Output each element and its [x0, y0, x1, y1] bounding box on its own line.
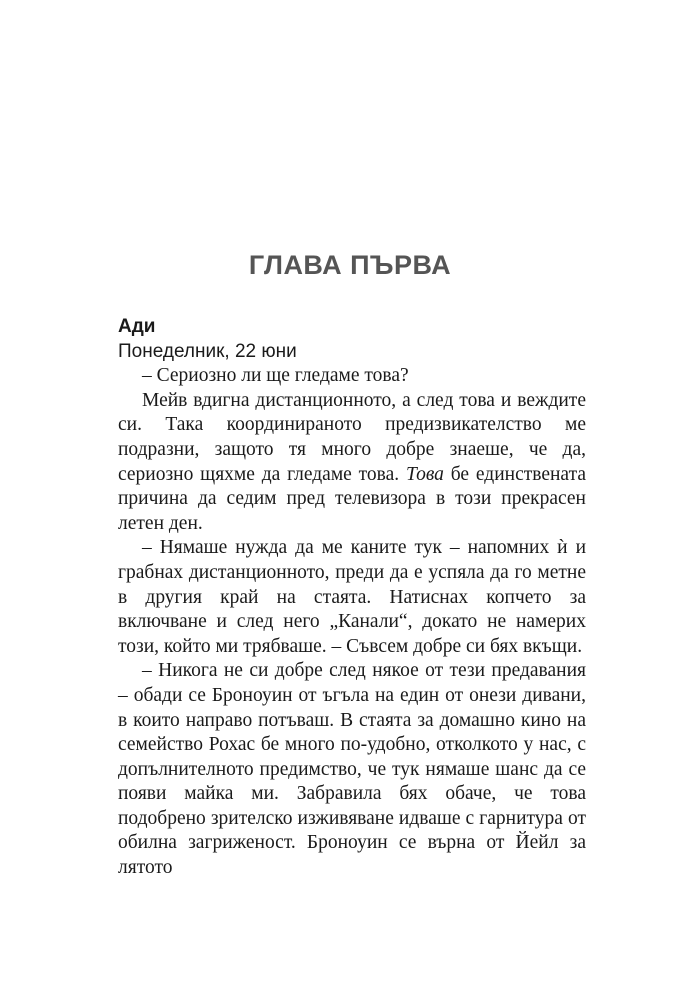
paragraph-text: – Сериозно ли ще гледаме това? [142, 365, 409, 387]
dateline: Понеделник, 22 юни [118, 340, 297, 362]
paragraph [118, 536, 586, 659]
paragraph [118, 364, 586, 389]
narrator-heading: Ади [118, 316, 156, 337]
paragraph-text-continued: бе единствената причина да седим пред телевизора в този прекрасен летен ден. [118, 463, 586, 534]
chapter-title: ГЛАВА ПЪРВА [248, 250, 452, 281]
chapter-text [118, 314, 586, 881]
paragraph-text: – Нямаше нужда да ме каните тук – напомних ѝ и грабнах дистанционното, преди да е успяла да го метне в другия край на стаята. Натиснах копчето за включване и след него „Канали“, докато не намерих този, който ми трябваше. – Съвсем добре си бях вкъщи. [118, 537, 586, 657]
paragraph [118, 389, 586, 537]
italic-word: Това [405, 463, 444, 485]
paragraph-text: – Никога не си добре след някое от тези предавания – обади се Броноуин от ъгъла на един от онези дивани, в които направо потъваш. В стаята за домашно кино на семейство Рохас бе много по-удобно, отколкото у нас, с допълнителното предимство, че тук нямаше шанс да се появи майка ми. Забравила бях обаче, че това подобрено зрителско изживяване идваше с гарнитура от обилна загриженост. Броноуин се върна от Йейл за лятото [118, 660, 586, 879]
paragraph [118, 659, 586, 880]
paragraph-text: Мейв вдигна дистанционното, а след това и веждите си. Така координираното предизвикателство ме подразни, защото тя много добре знаеше, че да, сериозно щяхме да гледаме това. [118, 389, 586, 485]
